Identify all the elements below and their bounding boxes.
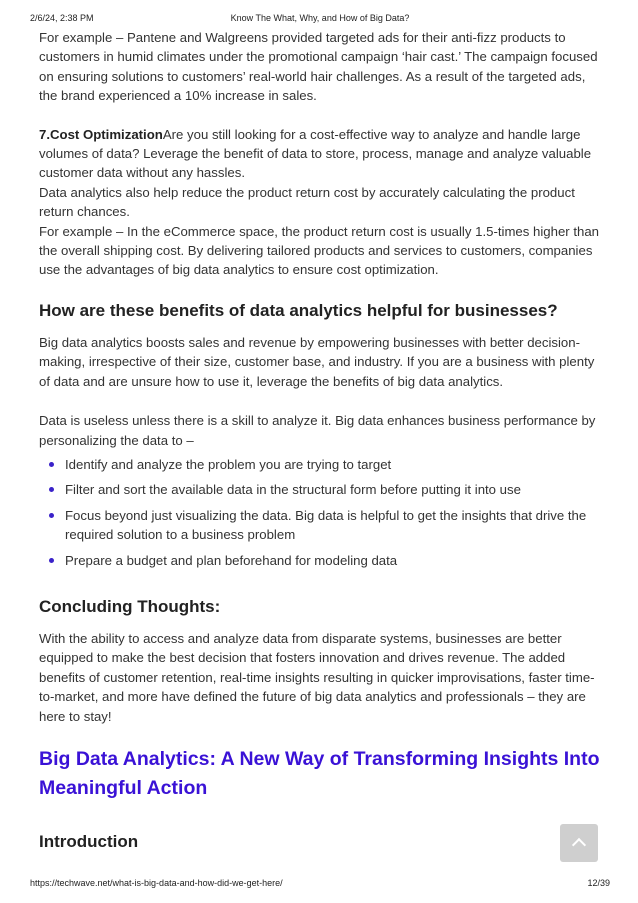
print-footer [30, 878, 610, 892]
cost-optimization-text: Are you still looking for a cost-effective way to analyze and handle large volumes of data? Leverage the benefit of data to store, process, manage and analyze valuable customer data without any hassles. [39, 126, 592, 181]
bullet-dot [49, 558, 54, 563]
bullet-dot [49, 487, 54, 492]
print-date: 2/6/24, 2:38 PM [30, 13, 94, 23]
page-url: https://techwave.net/what-is-big-data-and-how-did-we-get-here/ [30, 878, 283, 888]
page-number: 12/39 [587, 878, 610, 888]
concluding-heading: Concluding Thoughts: [39, 596, 221, 616]
benefits-paragraph: Big data analytics boosts sales and revenue by empowering businesses with better decision-making, irrespective of their size, customer base, and industry. If you are a business with plenty of data and are unsure how to use it, leverage the benefits of big data analytics. [39, 334, 595, 389]
print-title: Know The What, Why, and How of Big Data? [230, 13, 410, 23]
cost-optimization-paragraph [39, 125, 601, 183]
benefits-list [39, 455, 601, 570]
article-content [39, 28, 601, 853]
print-header [30, 13, 610, 27]
scroll-to-top-button[interactable] [560, 824, 598, 862]
bullet-dot [49, 513, 54, 518]
list-item: Focus beyond just visualizing the data. Big data is helpful to get the insights that drive the required solution to a business problem [39, 506, 601, 545]
return-cost-paragraph: Data analytics also help reduce the product return cost by accurately calculating the product return chances. [39, 184, 575, 220]
ecommerce-example-paragraph: For example – In the eCommerce space, the product return cost is usually 1.5-times higher than the overall shipping cost. By delivering tailored products and services to customers, companies use the advantages of big data analytics to ensure cost optimization. [39, 223, 600, 278]
chevron-up-icon [572, 838, 586, 852]
list-item: Filter and sort the available data in the structural form before putting it into use [39, 480, 601, 499]
list-item: Prepare a budget and plan beforehand for modeling data [39, 551, 601, 570]
section-title: Big Data Analytics: A New Way of Transforming Insights Into Meaningful Action [39, 747, 600, 799]
introduction-heading: Introduction [39, 831, 139, 851]
cost-optimization-heading: 7.Cost Optimization [39, 126, 163, 142]
concluding-paragraph: With the ability to access and analyze data from disparate systems, businesses are better equipped to make the best decision that fosters innovation and drives revenue. The added benefits of customer retention, real-time insights resulting in quicker improvisations, faster time-to-market, and more have defined the future of big data analytics and professionals – they are here to stay! [39, 630, 595, 724]
benefits-heading: How are these benefits of data analytics helpful for businesses? [39, 300, 558, 320]
bullet-dot [49, 462, 54, 467]
example-paragraph: For example – Pantene and Walgreens provided targeted ads for their anti-fizz products to customers in humid climates under the promotional campaign ‘hair cast.’ The campaign focused on ensuring solutions to customers’ real-world hair challenges. As a result of the targeted ads, the brand experienced a 10% increase in sales. [39, 30, 598, 104]
skill-paragraph: Data is useless unless there is a skill to analyze it. Big data enhances business performance by personalizing the data to – [39, 413, 596, 448]
list-item: Identify and analyze the problem you are trying to target [39, 455, 601, 474]
